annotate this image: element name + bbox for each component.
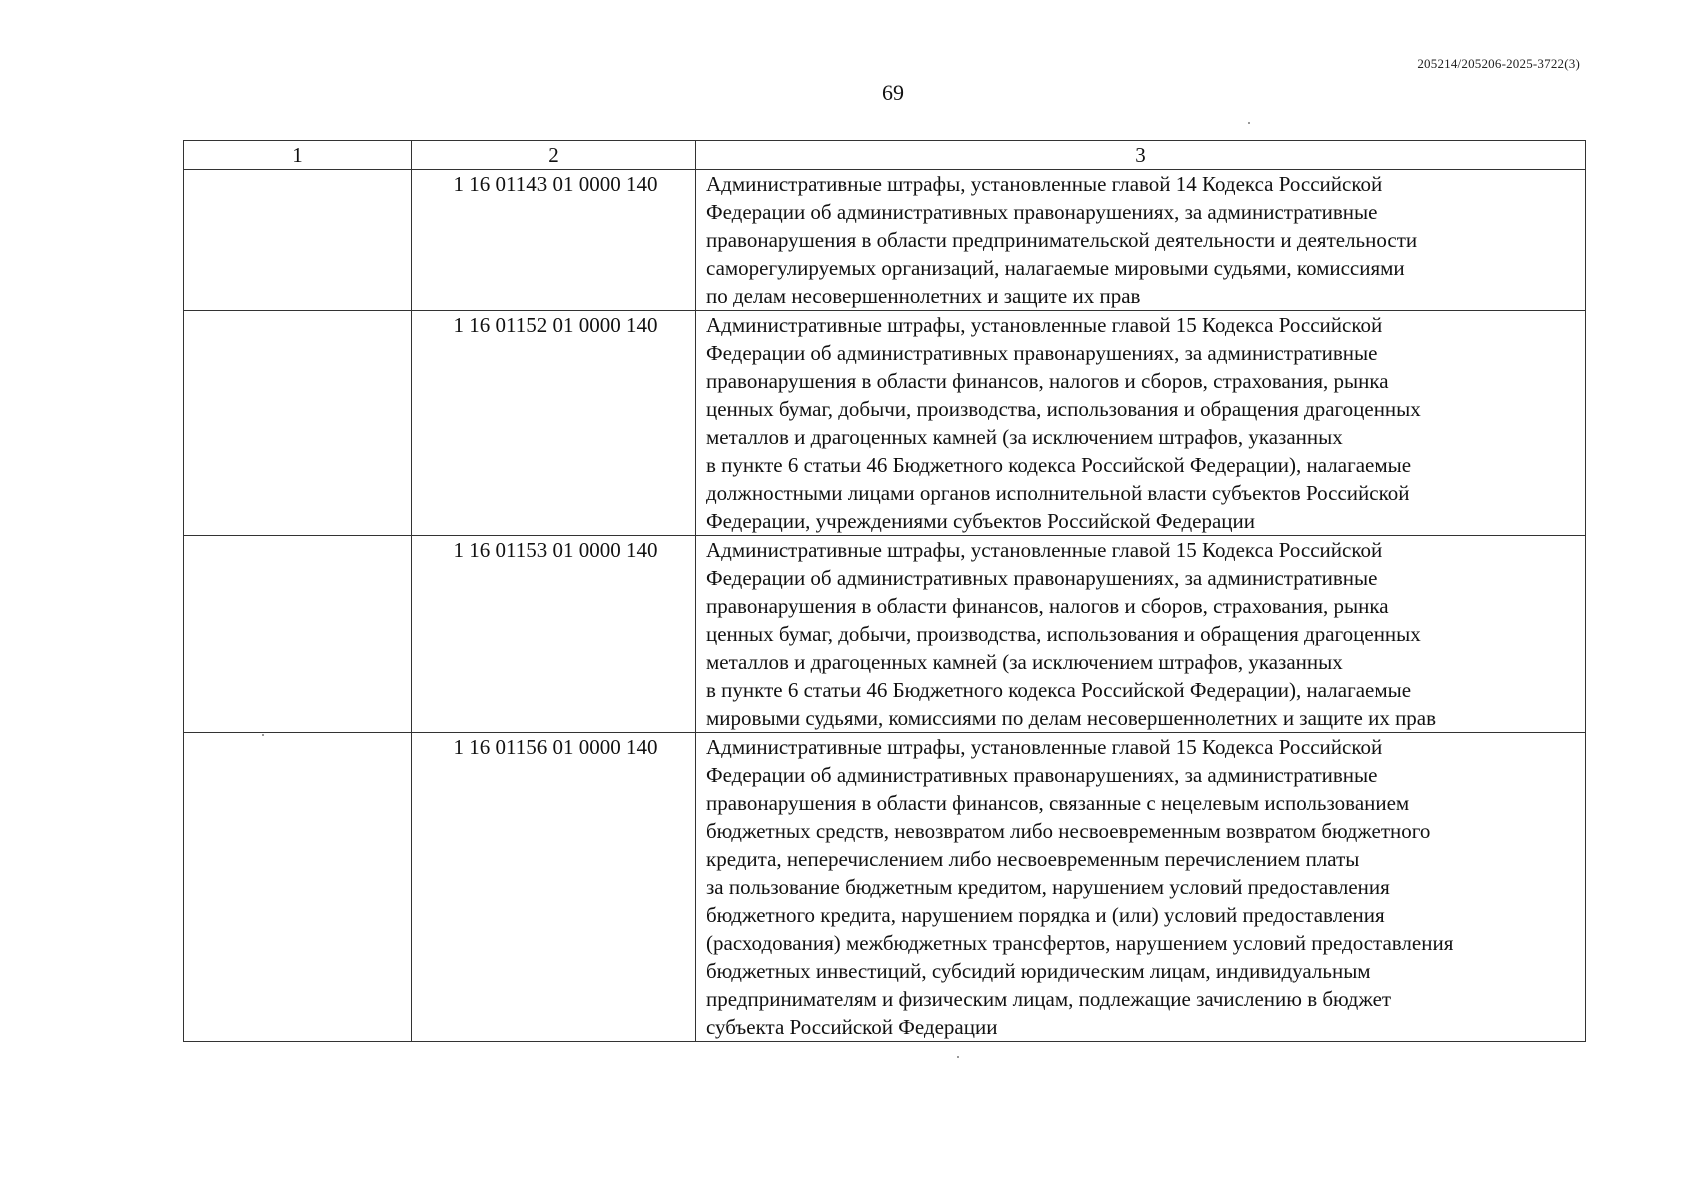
table-row	[184, 170, 1586, 311]
table-row	[184, 311, 1586, 536]
document-id: 205214/205206-2025-3722(3)	[1417, 56, 1580, 71]
description-cell: Административные штрафы, установленные главой 15 Кодекса Российской Федерации об административных правонарушениях, за административные правонарушения в области финансов, связанные с нецелевым использованием бюджетных средств, невозвратом либо несвоевременным возвратом бюджетного кредита, неперечислением либо несвоевременным перечислением платы за пользование бюджетным кредитом, нарушением условий предоставления бюджетного кредита, нарушением порядка и (или) условий предоставления (расходования) межбюджетных трансфертов, нарушением условий предоставления бюджетных инвестиций, субсидий юридическим лицам, индивидуальным предпринимателям и физическим лицам, подлежащие зачислению в бюджет субъекта Российской Федерации	[696, 733, 1586, 1042]
budget-code-cell: 1 16 01156 01 0000 140	[412, 733, 696, 1042]
row-col1-cell	[184, 170, 412, 311]
scan-speck	[957, 1056, 959, 1058]
column-header-3: 3	[696, 141, 1586, 170]
description-cell: Административные штрафы, установленные главой 14 Кодекса Российской Федерации об административных правонарушениях, за административные правонарушения в области предпринимательской деятельности и деятельности саморегулируемых организаций, налагаемые мировыми судьями, комиссиями по делам несовершеннолетних и защите их прав	[696, 170, 1586, 311]
budget-code-cell: 1 16 01153 01 0000 140	[412, 536, 696, 733]
budget-code-cell: 1 16 01152 01 0000 140	[412, 311, 696, 536]
table-header-row	[184, 141, 1586, 170]
scan-speck	[1248, 122, 1250, 124]
budget-codes-table	[183, 140, 1586, 1042]
table-row	[184, 733, 1586, 1042]
scan-speck	[262, 734, 264, 736]
column-header-1: 1	[184, 141, 412, 170]
page-number: 69	[882, 80, 904, 105]
table-row	[184, 536, 1586, 733]
description-cell: Административные штрафы, установленные главой 15 Кодекса Российской Федерации об административных правонарушениях, за административные правонарушения в области финансов, налогов и сборов, страхования, рынка ценных бумаг, добычи, производства, использования и обращения драгоценных металлов и драгоценных камней (за исключением штрафов, указанных в пункте 6 статьи 46 Бюджетного кодекса Российской Федерации), налагаемые мировыми судьями, комиссиями по делам несовершеннолетних и защите их прав	[696, 536, 1586, 733]
description-cell: Административные штрафы, установленные главой 15 Кодекса Российской Федерации об административных правонарушениях, за административные правонарушения в области финансов, налогов и сборов, страхования, рынка ценных бумаг, добычи, производства, использования и обращения драгоценных металлов и драгоценных камней (за исключением штрафов, указанных в пункте 6 статьи 46 Бюджетного кодекса Российской Федерации), налагаемые должностными лицами органов исполнительной власти субъектов Российской Федерации, учреждениями субъектов Российской Федерации	[696, 311, 1586, 536]
column-header-2: 2	[412, 141, 696, 170]
row-col1-cell	[184, 733, 412, 1042]
row-col1-cell	[184, 536, 412, 733]
budget-code-cell: 1 16 01143 01 0000 140	[412, 170, 696, 311]
row-col1-cell	[184, 311, 412, 536]
